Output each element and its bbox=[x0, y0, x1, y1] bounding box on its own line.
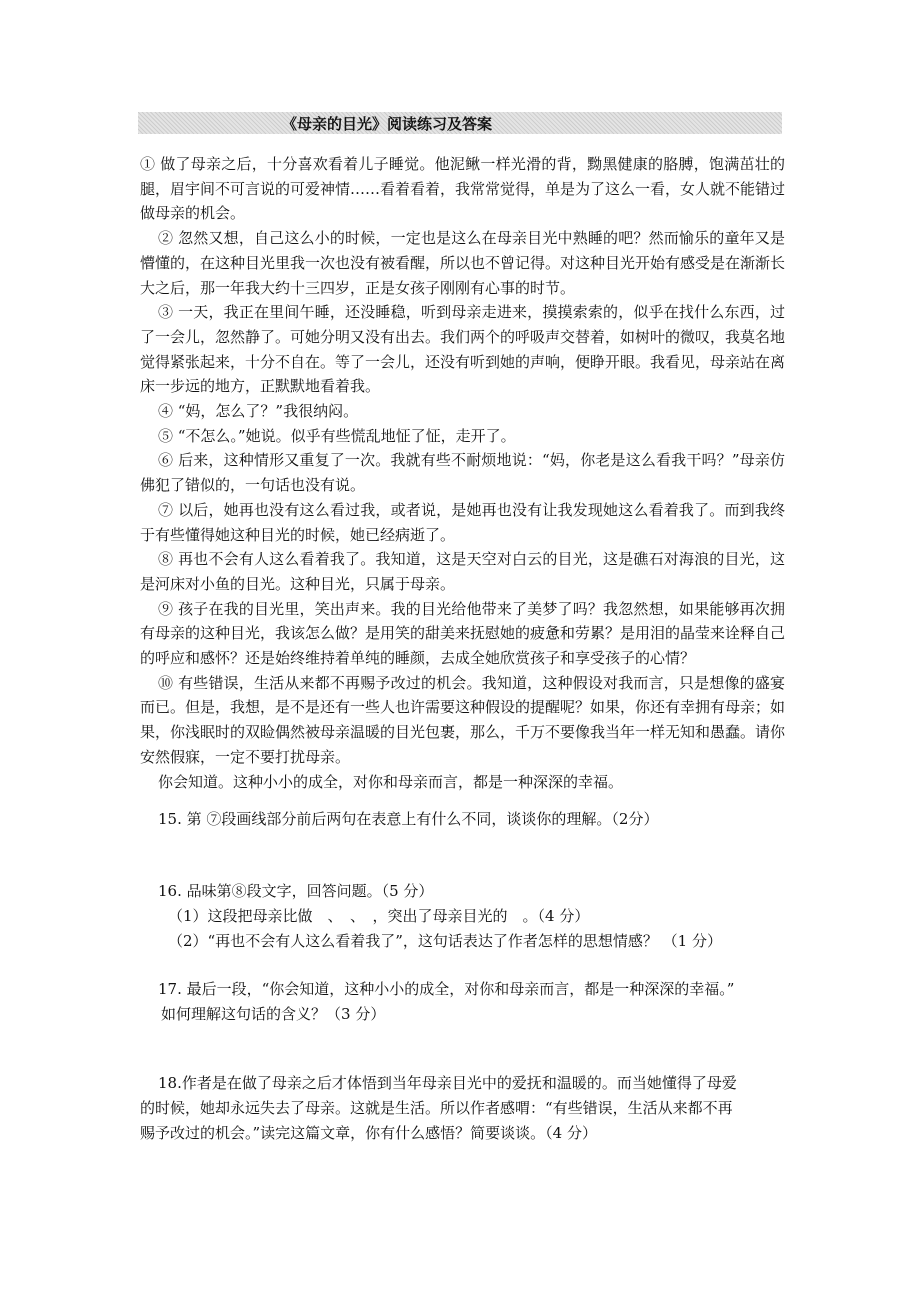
question-16-stem: 16. 品味第⑧段文字，回答问题。（5 分） bbox=[158, 882, 434, 900]
paragraph-9: ⑨ 孩子在我的目光里，笑出声来。我的目光给他带来了美梦了吗？我忽然想，如果能够再次拥有母亲的这种目光，我该怎么做？是用笑的甜美来抚慰她的疲惫和劳累？是用泪的晶莹来诠释自己的呼应和感怀？还是始终维持着单纯的睡颜，去成全她欣赏孩子和享受孩子的心情？ bbox=[140, 599, 786, 668]
question-18 bbox=[140, 1071, 785, 1146]
question-17-line-1: 17. 最后一段，“你会知道，这种小小的成全，对你和母亲而言，都是一种深深的幸福。” bbox=[158, 980, 735, 998]
question-16-sub-1: （1）这段把母亲比做 、 、 ，突出了母亲目光的 。（4 分） bbox=[168, 907, 590, 925]
question-18-line-1: 18.作者是在做了母亲之后才体悟到当年母亲目光中的爱抚和温暖的。而当她懂得了母爱 bbox=[158, 1074, 737, 1092]
question-18-line-2: 的时候，她却永远失去了母亲。这就是生活。所以作者感喟：“有些错误，生活从来都不再 bbox=[140, 1099, 733, 1117]
question-17-line-2: 如何理解这句话的含义？（3 分） bbox=[161, 1005, 386, 1023]
paragraph-2: ② 忽然又想，自己这么小的时候，一定也是这么在母亲目光中熟睡的吧？然而愉乐的童年又是懵懂的，在这种目光里我一次也没有被看醒，所以也不曾记得。对这种目光开始有感受是在渐渐长大之后，那一年我大约十三四岁，正是女孩子刚刚有心事的时节。 bbox=[140, 229, 786, 297]
paragraph-4: ④ “妈，怎么了？”我很纳闷。 bbox=[158, 402, 359, 421]
paragraph-7: ⑦ 以后，她再也没有这么看过我，或者说，是她再也没有让我发现她这么看着我了。而到我终于有些懂得她这种目光的时候，她已经病逝了。 bbox=[140, 500, 785, 544]
question-15-text: 15. 第 ⑦段画线部分前后两句在表意上有什么不同，谈谈你的理解。（2分） bbox=[158, 810, 659, 828]
question-16 bbox=[158, 879, 778, 954]
question-17 bbox=[158, 977, 784, 1027]
question-15 bbox=[158, 807, 778, 832]
paragraph-6: ⑥ 后来，这种情形又重复了一次。我就有些不耐烦地说：“妈，你老是这么看我干吗？”母亲仿佛犯了错似的，一句话也没有说。 bbox=[140, 451, 785, 495]
paragraph-5: ⑤ “不怎么。”她说。似乎有些慌乱地怔了怔，走开了。 bbox=[158, 426, 516, 445]
paragraph-10: ⑩ 有些错误，生活从来都不再赐予改过的机会。我知道，这种假设对我而言，只是想像的盛宴而已。但是，我想，是不是还有一些人也许需要这种假设的提醒呢？如果，你还有幸拥有母亲；如果，你浅眠时的双睑偶然被母亲温暖的目光包裹，那么，千万不要像我当年一样无知和愚蠢。请你安然假寐，一定不要打扰母亲。 bbox=[140, 673, 786, 766]
paragraph-closing: 你会知道。这种小小的成全，对你和母亲而言，都是一种深深的幸福。 bbox=[158, 772, 624, 791]
paragraph-1: ① 做了母亲之后，十分喜欢看着儿子睡觉。他泥鳅一样光滑的背，黝黑健康的胳膊，饱满茁壮的腿，眉宇间不可言说的可爱神情……看着看着，我常常觉得，单是为了这么一看，女人就不能错过做母亲的机会。 bbox=[140, 155, 786, 223]
question-16-sub-2: （2）“再也不会有人这么看着我了”，这句话表达了作者怎样的思想情感？ （1 分） bbox=[168, 932, 722, 950]
question-18-line-3: 赐予改过的机会。”读完这篇文章，你有什么感悟？简要谈谈。（4 分） bbox=[140, 1124, 597, 1142]
document-title: 《母亲的目光》阅读练习及答案 bbox=[282, 115, 493, 133]
paragraph-8: ⑧ 再也不会有人这么看着我了。我知道，这是天空对白云的目光，这是礁石对海浪的目光，这是河床对小鱼的目光。这种目光，只属于母亲。 bbox=[140, 550, 785, 593]
paragraph-3: ③ 一天，我正在里间午睡，还没睡稳，听到母亲走进来，摸摸索索的，似乎在找什么东西，过了一会儿，忽然静了。可她分明又没有出去。我们两个的呼吸声交替着，如树叶的微叹，我莫名地觉得紧张起来，十分不自在。等了一会儿，还没有听到她的声响，便睁开眼。我看见，母亲站在离床一步远的地方，正默默地看着我。 bbox=[140, 303, 786, 396]
reading-passage bbox=[140, 152, 785, 794]
